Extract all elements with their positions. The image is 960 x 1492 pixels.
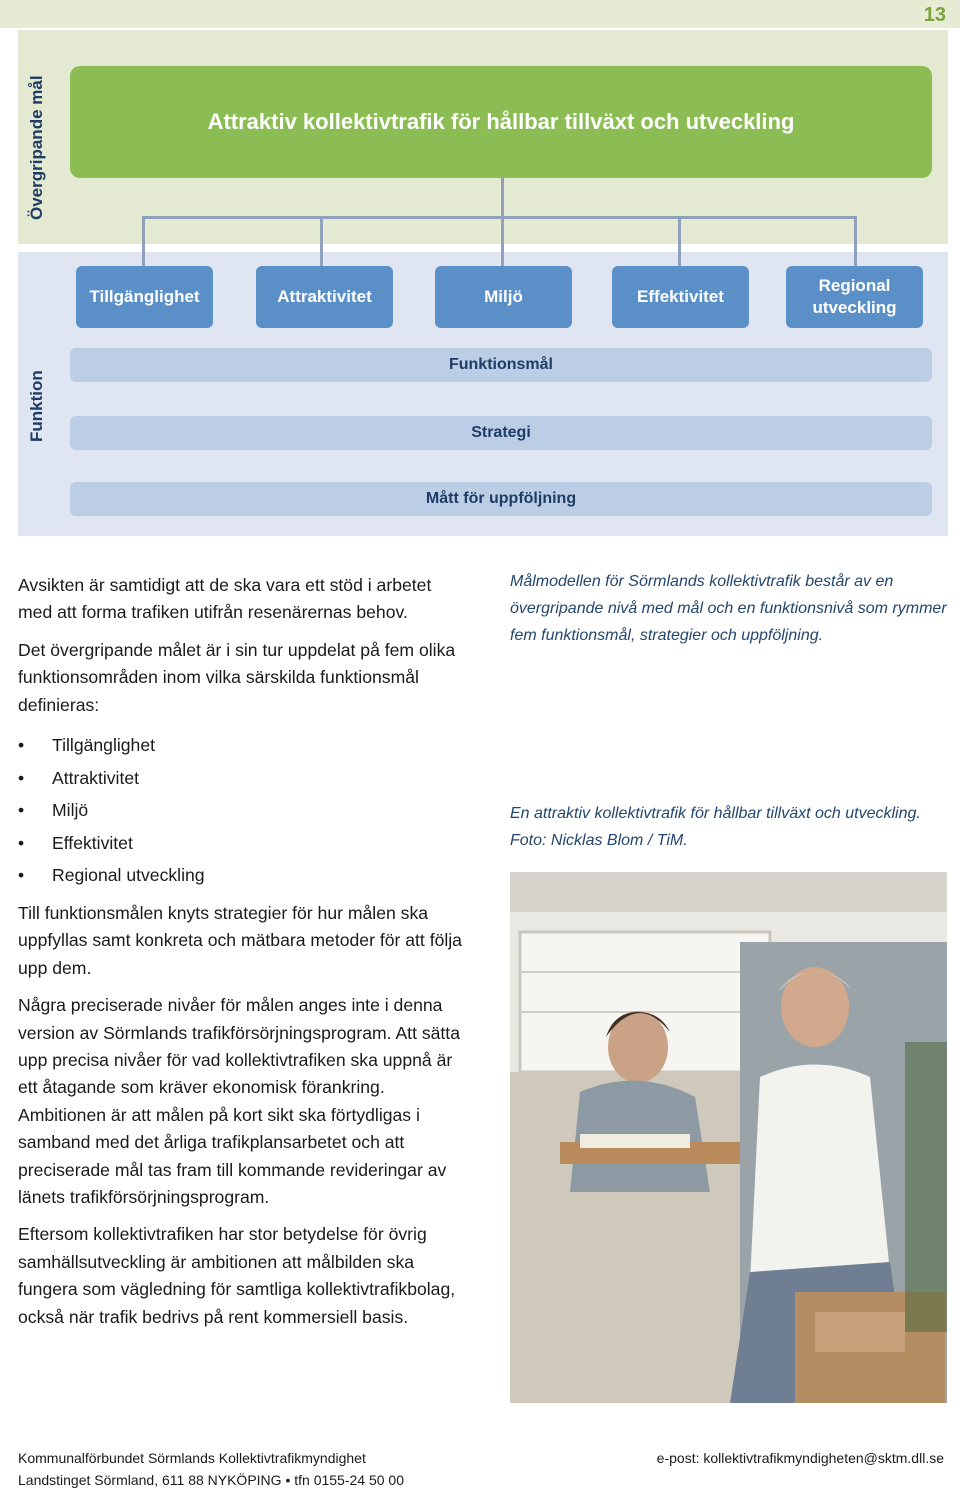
layer-strategi: Strategi (70, 416, 932, 450)
connector-horizontal (142, 216, 856, 219)
connector-drop (501, 216, 504, 266)
paragraph: Några preciserade nivåer för målen anges inte i denna version av Sörmlands trafikförsörjningsprogram. Att sätta upp precisa nivåer för vad kollektivtrafiken ska uppnå är ett åtagande som kräver ekonomisk förankring. Ambitionen är att målen på kort sikt ska förtydligas i samband med det årliga trafikplansarbetet och att preciserade mål tas fram till kommande revideringar av länets trafikförsörjningsprogram. (18, 995, 460, 1208)
paragraph: Eftersom kollektivtrafiken har stor betydelse för övrig samhällsutveckling är ambitionen att målbilden ska fungera som vägledning för samtliga kollektivtrafikbolag, också när trafik bedrivs på rent kommersiell basis. (18, 1224, 456, 1327)
connector-drop (678, 216, 681, 266)
footer-email: e-post: kollektivtrafikmyndigheten@sktm.dll.se (656, 1450, 944, 1466)
connector-drop (854, 216, 857, 266)
header-bar (0, 0, 960, 28)
function-box-regional: Regional utveckling (786, 266, 923, 328)
function-label: Funktion (27, 370, 46, 442)
connector-drop (320, 216, 323, 266)
list-item: • Miljö (18, 794, 464, 827)
function-box-miljo: Miljö (435, 266, 572, 328)
function-box-tillganglighet: Tillgänglighet (76, 266, 213, 328)
diagram-caption: Målmodellen för Sörmlands kollektivtrafik består av en övergripande nivå med mål och en funktionsnivå som rymmer fem funktionsmål, strategier och uppföljning. (510, 573, 947, 644)
connector-trunk (501, 178, 504, 218)
photo-caption: En attraktiv kollektivtrafik för hållbar tillväxt och utveckling. Foto: Nicklas Blom / TiM. (510, 805, 921, 849)
train-passengers-photo (510, 872, 947, 1403)
function-box-effektivitet: Effektivitet (612, 266, 749, 328)
connector-drop (142, 216, 145, 266)
overall-goal-box: Attraktiv kollektivtrafik för hållbar tillväxt och utveckling (70, 66, 932, 178)
list-item: • Tillgänglighet (18, 729, 464, 762)
list-item: • Attraktivitet (18, 762, 464, 795)
goal-model-diagram (18, 30, 948, 536)
paragraph: Till funktionsmålen knyts strategier för hur målen ska uppfyllas samt konkreta och mätbara metoder för att följa upp dem. (18, 903, 462, 978)
page-number: 13 (923, 4, 946, 26)
footer-address: Landstinget Sörmland, 611 88 NYKÖPING • tfn 0155-24 50 00 (18, 1472, 404, 1488)
body-text-column (18, 572, 464, 1341)
paragraph: Avsikten är samtidigt att de ska vara ett stöd i arbetet med att forma trafiken utifrån resenärernas behov. (18, 575, 432, 623)
layer-funktionsmal: Funktionsmål (70, 348, 932, 382)
footer-org: Kommunalförbundet Sörmlands Kollektivtrafikmyndighet (18, 1450, 366, 1466)
list-item: • Effektivitet (18, 827, 464, 860)
function-box-attraktivitet: Attraktivitet (256, 266, 393, 328)
paragraph: Det övergripande målet är i sin tur uppdelat på fem olika funktionsområden inom vilka särskilda funktionsmål definieras: (18, 639, 456, 715)
layer-matt: Mått för uppföljning (70, 482, 932, 516)
overall-goal-label: Övergripande mål (27, 75, 46, 220)
function-list (18, 729, 464, 892)
list-item: • Regional utveckling (18, 859, 464, 892)
